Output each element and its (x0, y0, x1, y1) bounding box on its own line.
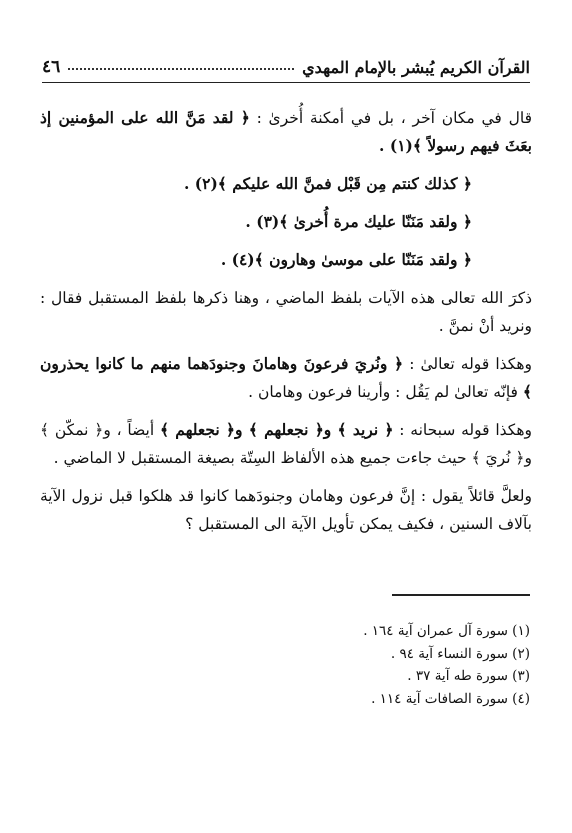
paragraph-5: ذكرَ الله تعالى هذه الآيات بلفظ الماضي ، وهنا ذكرها بلفظ المستقبل فقال : ونريد أنْ نمنَّ . (40, 289, 532, 335)
footnote-3: (٣) سورة طه آية ٣٧ . (407, 668, 530, 684)
body-text (40, 104, 532, 548)
footnote-4: (٤) سورة الصافات آية ١١٤ . (371, 690, 530, 707)
paragraph-7-text-b: أيضاً ، و﴿ نمكّن ﴾ و﴿ نُريَ ﴾ حيث جاءت جميع هذه الألفاظ السِتّة بصيغة المستقبل لا الماضي . (40, 421, 532, 467)
quran-verse-4: ﴿ ولقد مَنَنّا على موسىٰ وهارون ﴾(٤) . (220, 250, 472, 269)
quran-verse-1: ﴿ لقد مَنَّ الله على المؤمنين إذ بعَثَ فيهم رسولاً ﴾(١) . (40, 108, 532, 155)
paragraph-8: ولعلَّ قائلاً يقول : إنَّ فرعون وهامان وجنودَهما كانوا قد هلكوا قبل نزول الآية بآلاف السنين ، فكيف يمكن تأويل الآية الى المستقبل ؟ (40, 487, 532, 533)
footnote-separator (392, 594, 530, 596)
footnote-2: (٢) سورة النساء آية ٩٤ . (390, 645, 530, 662)
page-header (42, 52, 530, 83)
paragraph-7-text-a: وهكذا قوله سبحانه : (399, 421, 532, 439)
footnotes (42, 620, 530, 710)
quran-verse-2: ﴿ كذلك كنتم مِن قَبْل فمنَّ الله عليكم ﴾(٢) . (184, 174, 472, 193)
paragraph-6-text-a: وهكذا قوله تعالىٰ : (409, 355, 532, 373)
quran-verses-7: ﴿ نريد ﴾ و﴿ نجعلهم ﴾ و﴿ نجعلهم ﴾ (159, 420, 394, 439)
paragraph-7 (40, 416, 532, 472)
paragraph-6-text-b: فإنّه تعالىٰ لم يَقُل : وأرينا فرعون وهامان . (248, 383, 518, 401)
quran-verse-6: ﴿ ونُريَ فرعونَ وهامانَ وجنودَهما منهم ما كانوا يحذرون ﴾ (40, 354, 532, 401)
footnote-1: (١) سورة آل عمران آية ١٦٤ . (363, 623, 530, 639)
quran-verse-3: ﴿ ولقد مَنَنّا عليك مرة أُخرىٰ ﴾(٣) . (245, 212, 472, 231)
paragraph-1 (40, 104, 532, 160)
paragraph-1-text: قال في مكان آخر ، بل في أمكنة أُخرىٰ : (256, 109, 532, 127)
page-number: ٤٦ (42, 57, 61, 77)
paragraph-6 (40, 350, 532, 406)
running-title: القرآن الكريم يُبشر بالإمام المهدي (302, 57, 530, 77)
header-dots (68, 68, 294, 70)
